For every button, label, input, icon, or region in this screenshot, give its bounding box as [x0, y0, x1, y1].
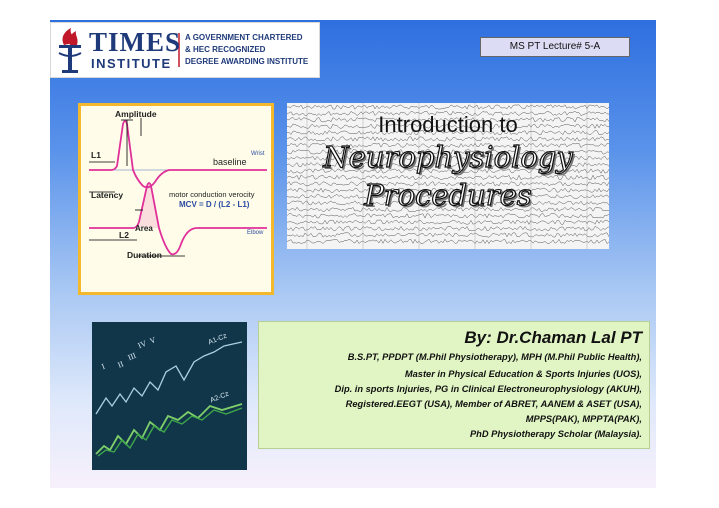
channel-label-1: A1-Cz: [207, 332, 229, 347]
peak-label-4: IV: [136, 338, 148, 351]
eeg-trace-line: [287, 233, 609, 237]
author-name: By: Dr.Chaman Lal PT: [464, 328, 642, 347]
label-baseline: baseline: [213, 157, 247, 167]
author-credentials-3: Dip. in sports Injuries, PG in Clinical Electroneurophysiology (AKUH),: [334, 384, 642, 394]
eeg-trace-line: [287, 220, 609, 224]
author-credentials-2: Master in Physical Education & Sports Injuries (UOS),: [404, 369, 642, 379]
peak-label-1: I: [100, 361, 107, 372]
label-latency: Latency: [91, 190, 124, 200]
label-mcv-formula: MCV = D / (L2 - L1): [179, 200, 250, 209]
nerve-conduction-diagram: [78, 103, 274, 295]
title-neurophysiology: Neurophysiology: [323, 140, 573, 174]
author-credentials-6: PhD Physiotherapy Scholar (Malaysia).: [469, 429, 642, 439]
author-credentials-5: MPPS(PAK), MPPTA(PAK),: [525, 414, 642, 424]
institute-logo: [50, 22, 320, 78]
label-elbow: Elbow: [247, 230, 264, 236]
eeg-trace-line: [287, 239, 609, 243]
title-intro: Introduction to: [378, 112, 518, 137]
peak-label-2: II: [116, 359, 125, 370]
tagline-line: A GOVERNMENT CHARTERED: [185, 33, 303, 42]
title-procedures: Procedures: [364, 178, 532, 212]
label-l2: L2: [119, 230, 129, 240]
tagline-line: DEGREE AWARDING INSTITUTE: [185, 57, 309, 66]
label-duration: Duration: [127, 250, 162, 260]
peak-label-5: V: [148, 335, 158, 346]
slide-title: [287, 112, 609, 214]
evoked-potential-image: [92, 322, 247, 470]
lecture-label: MS PT Lecture# 5-A: [480, 37, 630, 57]
tagline-line: & HEC RECOGNIZED: [185, 45, 266, 54]
label-l1: L1: [91, 150, 101, 160]
logo-name: TIMES: [89, 27, 182, 57]
label-wrist: Wrist: [251, 151, 265, 157]
author-info-box: [258, 321, 650, 449]
author-credentials-4: Registered.EEGT (USA), Member of ABRET, AANEM & ASET (USA),: [345, 399, 642, 409]
channel-label-2: A2-Cz: [209, 390, 231, 405]
label-amplitude: Amplitude: [115, 109, 157, 119]
label-area: Area: [135, 224, 153, 233]
label-mcv: motor conduction verocity: [169, 190, 255, 199]
author-credentials-1-text: B.S.PT, PPDPT (M.Phil Physiotherapy), MPH (M.Phil Public Health),: [347, 352, 642, 362]
logo-tagline: [185, 32, 308, 68]
eeg-trace-line: [287, 226, 609, 230]
eeg-trace-line: [287, 105, 609, 109]
logo-subtitle: INSTITUTE: [91, 56, 172, 71]
eeg-trace-line: [287, 214, 609, 218]
peak-label-3: III: [126, 350, 138, 363]
author-credentials-1: [348, 352, 642, 362]
